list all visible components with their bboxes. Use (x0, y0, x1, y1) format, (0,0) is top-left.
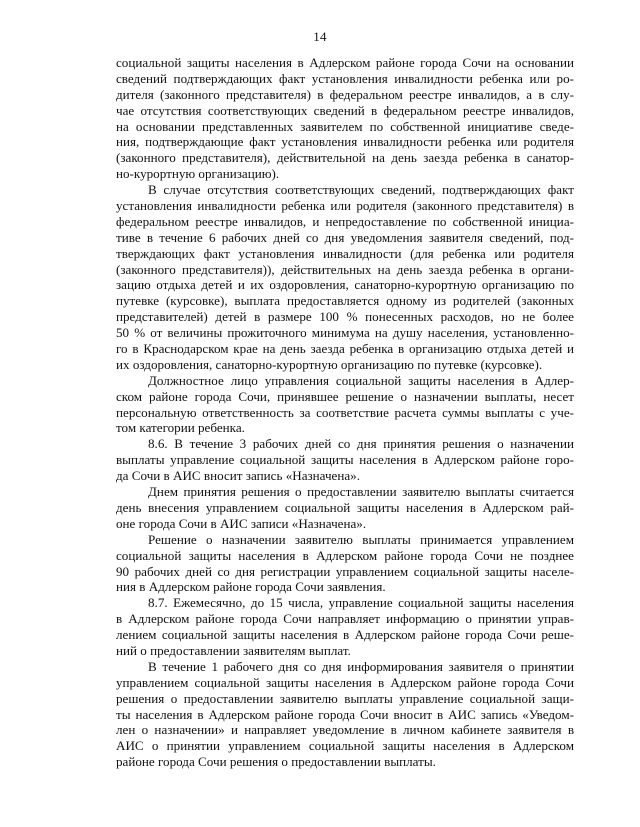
text-line: установления инвалидности ребенка или родителя (законного представителя) в (116, 198, 574, 214)
text-line: тверждающих факт установления инвалидности (для ребенка или родителя (116, 245, 574, 261)
text-line: управлением социальной защиты населения в Адлерском районе города Сочи (116, 674, 574, 690)
text-line: 8.7. Ежемесячно, до 15 числа, управление социальной защиты населения (148, 595, 574, 611)
text-line: но-курортную организацию). (116, 166, 280, 182)
text-line: зацию отдыха детей и их оздоровления, санаторно-курортную организацию по (116, 277, 574, 293)
text-line: их оздоровления, санаторно-курортную организацию по путевке (курсовке). (116, 356, 543, 372)
text-line: том категории ребенка. (116, 420, 245, 436)
paragraph (116, 659, 574, 770)
text-line: (законного представителя)), действительных на день заезда ребенка в органи- (116, 261, 574, 277)
text-line: ты населения в Адлерском районе города Сочи вносит в АИС запись «Уведом- (116, 706, 574, 722)
text-line: 8.6. В течение 3 рабочих дней со дня принятия решения о назначении (148, 436, 574, 452)
text-line: дителя (законного представителя) в федеральном реестре инвалидов, а в слу- (116, 86, 574, 102)
text-line: (законного представителя), действительной на день заезда ребенка в санатор- (116, 150, 574, 166)
text-line: решения о предоставлении заявителю выплаты управление социальной защи- (116, 690, 574, 706)
paragraph (116, 182, 574, 373)
text-line: тиве в течение 6 рабочих дней со дня уведомления заявителя сведений, под- (116, 229, 574, 245)
text-line: чае отсутствия соответствующих сведений в федеральном реестре инвалидов, (116, 102, 574, 118)
text-line: районе города Сочи решения о предоставлении выплаты. (116, 754, 436, 770)
text-line: на основании представленных заявителем по собственной инициативе сведе- (116, 118, 574, 134)
text-line: ний о предоставлении заявителям выплат. (116, 642, 351, 658)
text-line: в Адлерском районе города Сочи направляет информацию о принятии управ- (116, 611, 574, 627)
paragraph (116, 55, 574, 182)
text-line: го в Краснодарском крае на день заезда ребенка в организацию отдыха детей и (116, 341, 574, 357)
text-line: социальной защиты населения в Адлерском районе города Сочи не позднее (116, 547, 574, 563)
document-body (116, 55, 574, 770)
paragraph (116, 436, 574, 484)
text-line: ния в Адлерском районе города Сочи заявления. (116, 579, 386, 595)
text-line: 90 рабочих дней со дня регистрации управлением социальной защиты населе- (116, 563, 574, 579)
paragraph (116, 595, 574, 659)
text-line: В случае отсутствия соответствующих сведений, подтверждающих факт (148, 182, 574, 198)
text-line: персональную ответственность за соответствие расчета суммы выплаты с уче- (116, 404, 574, 420)
text-line: ском районе города Сочи, принявшее решение о назначении выплаты, несет (116, 388, 574, 404)
text-line: лением социальной защиты населения в Адлерском районе города Сочи реше- (116, 627, 574, 643)
text-line: социальной защиты населения в Адлерском районе города Сочи на основании (116, 55, 574, 70)
text-line: Решение о назначении заявителю выплаты принимается управлением (148, 531, 574, 547)
text-line: ния, подтверждающие факт установления инвалидности ребенка или родителя (116, 134, 574, 150)
text-line: Должностное лицо управления социальной защиты населения в Адлер- (148, 372, 574, 388)
paragraph (116, 373, 574, 437)
text-line: оне города Сочи в АИС записи «Назначена». (116, 515, 367, 531)
text-line: день внесения управлением социальной защиты населения в Адлерском рай- (116, 499, 574, 515)
text-line: 50 % от величины прожиточного минимума на душу населения, установленно- (116, 325, 574, 341)
text-line: да Сочи в АИС вносит запись «Назначена». (116, 468, 361, 484)
text-line: АИС о принятии управлением социальной защиты населения в Адлерском (116, 738, 574, 754)
text-line: В течение 1 рабочего дня со дня информирования заявителя о принятии (148, 658, 574, 674)
text-line: представителей) детей в размере 100 % понесенных расходов, но не более (116, 309, 574, 325)
text-line: федеральном реестре инвалидов, и непредоставление по собственной инициа- (116, 213, 574, 229)
paragraph (116, 532, 574, 596)
page-number: 14 (313, 29, 327, 44)
paragraph (116, 484, 574, 532)
text-line: сведений подтверждающих факт установления инвалидности ребенка или ро- (116, 70, 574, 86)
text-line: путевке (курсовке), выплата предоставляется одному из родителей (законных (116, 293, 574, 309)
text-line: выплаты управление социальной защиты населения в Адлерском районе горо- (116, 452, 574, 468)
text-line: лен о назначении» и направляет уведомление в личном кабинете заявителя в (116, 722, 574, 738)
text-line: Днем принятия решения о предоставлении заявителю выплаты считается (148, 484, 574, 500)
